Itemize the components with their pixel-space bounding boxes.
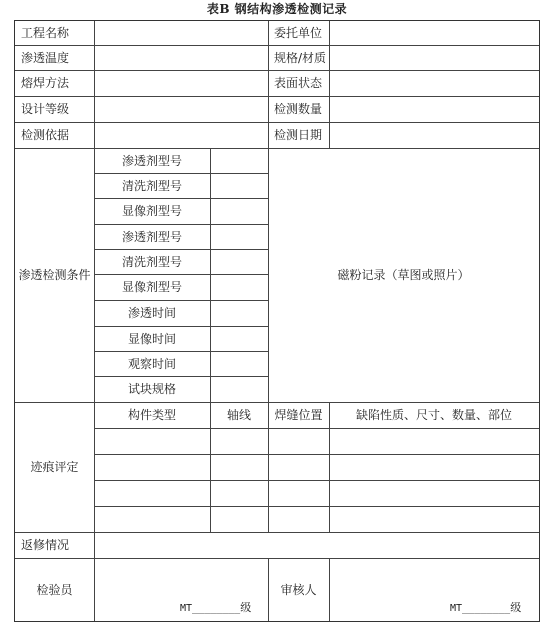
condition-item: 渗透时间 bbox=[127, 306, 176, 320]
conditions-label: 渗透检测条件 bbox=[18, 268, 91, 282]
condition-item: 渗透剂型号 bbox=[121, 153, 182, 168]
repair-status-label: 返修情况 bbox=[21, 538, 70, 552]
condition-item: 渗透剂型号 bbox=[121, 229, 182, 244]
signature-prefix: MT________ bbox=[450, 603, 511, 614]
weld-position-header: 焊缝位置 bbox=[274, 408, 323, 422]
spec-material-label: 规格/材质 bbox=[274, 50, 327, 65]
axis-header: 轴线 bbox=[226, 408, 251, 422]
row-divider bbox=[94, 454, 539, 455]
signature-level: 级 bbox=[240, 601, 252, 614]
column-divider bbox=[329, 21, 330, 148]
condition-item: 试块规格 bbox=[127, 382, 176, 396]
reviewer-label: 审核人 bbox=[280, 582, 317, 597]
inspector-signature-line bbox=[180, 602, 251, 615]
design-grade-label: 设计等级 bbox=[21, 102, 70, 116]
inspection-quantity-label: 检测数量 bbox=[274, 102, 323, 116]
evaluation-label: 迹痕评定 bbox=[30, 460, 79, 474]
document-title: 表B 钢结构渗透检测记录 bbox=[206, 2, 348, 16]
row-divider bbox=[94, 480, 539, 481]
client-unit-label: 委托单位 bbox=[274, 26, 323, 40]
condition-item: 显像剂型号 bbox=[121, 204, 182, 218]
record-sketch-label: 磁粉记录（草图或照片） bbox=[337, 268, 470, 282]
condition-item: 显像时间 bbox=[127, 331, 176, 346]
penetrant-temperature-label: 渗透温度 bbox=[21, 50, 70, 65]
defect-details-header: 缺陷性质、尺寸、数量、部位 bbox=[355, 408, 512, 422]
condition-item: 观察时间 bbox=[127, 356, 176, 371]
column-divider bbox=[210, 148, 211, 402]
column-divider bbox=[329, 558, 330, 621]
row-divider bbox=[94, 428, 539, 429]
inspection-date-label: 检测日期 bbox=[274, 128, 323, 142]
column-divider bbox=[94, 558, 95, 621]
reviewer-signature-line bbox=[450, 602, 521, 615]
signature-prefix: MT________ bbox=[180, 603, 241, 614]
row-divider bbox=[94, 506, 539, 507]
condition-item: 清洗剂型号 bbox=[121, 254, 182, 269]
surface-condition-label: 表面状态 bbox=[274, 76, 323, 90]
record-table bbox=[14, 20, 540, 622]
condition-item: 显像剂型号 bbox=[121, 280, 182, 294]
welding-method-label: 熔焊方法 bbox=[21, 76, 70, 90]
signature-level: 级 bbox=[510, 601, 522, 614]
inspection-basis-label: 检测依据 bbox=[21, 128, 70, 142]
member-type-header: 构件类型 bbox=[127, 408, 176, 422]
project-name-label: 工程名称 bbox=[21, 26, 70, 40]
condition-item: 清洗剂型号 bbox=[121, 178, 182, 193]
inspector-label: 检验员 bbox=[36, 582, 73, 597]
